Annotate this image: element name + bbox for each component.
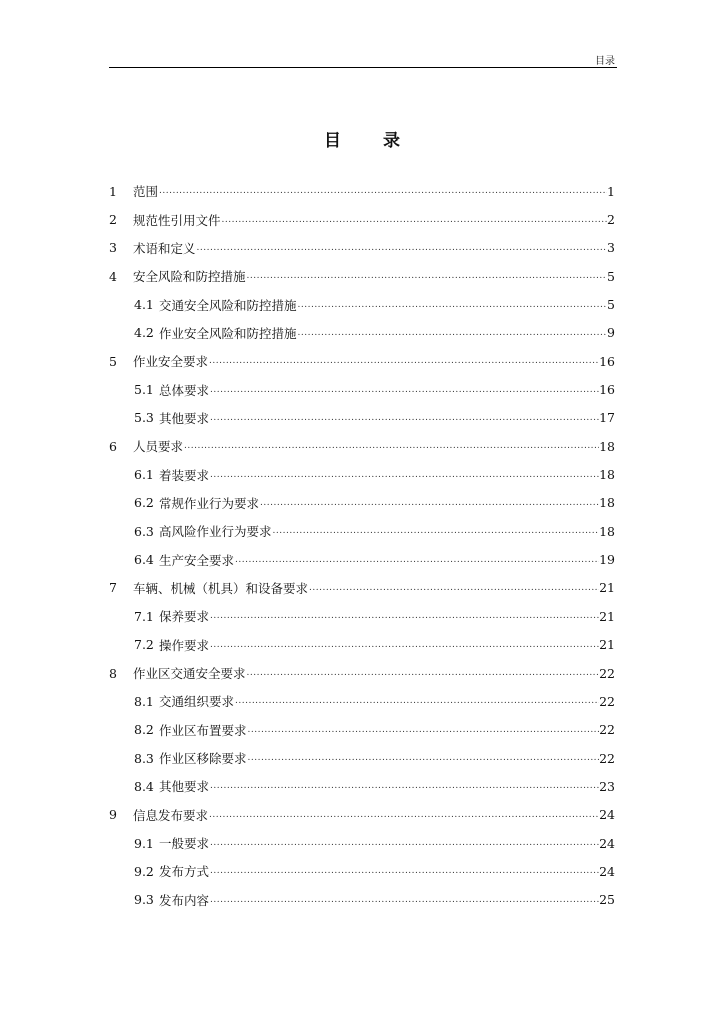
toc-entry[interactable] [109,631,615,659]
toc-leader-dots [196,243,608,253]
toc-entry-label: 总体要求 [159,382,210,398]
toc-entry[interactable] [109,234,615,262]
toc-entry-label: 交通安全风险和防控措施 [159,297,297,313]
toc-entry[interactable] [109,375,615,403]
toc-leader-dots [221,215,608,225]
toc-entry-number: 4 [109,268,117,284]
toc-entry-label: 车辆、机械（机具）和设备要求 [133,580,309,596]
toc-entry-page: 21 [599,637,615,653]
toc-entry-page: 21 [599,608,615,624]
toc-leader-dots [247,725,600,735]
toc-entry-number: 5 [109,353,117,369]
toc-entry-page: 1 [607,183,615,199]
toc-entry-label: 操作要求 [159,637,210,653]
toc-entry[interactable] [109,432,615,460]
toc-entry[interactable] [109,857,615,885]
toc-entry-page: 21 [599,580,615,596]
toc-entry-label: 人员要求 [133,439,184,455]
toc-leader-dots [297,328,608,338]
toc-entry-number: 5.1 [134,382,154,398]
toc-entry[interactable] [109,687,615,715]
toc-entry-label: 作业安全风险和防控措施 [159,325,297,341]
toc-entry-label: 交通组织要求 [159,694,235,710]
toc-entry-page: 22 [599,750,615,766]
toc-entry-page: 17 [599,410,615,426]
toc-entry-label: 安全风险和防控措施 [133,269,246,285]
toc-entry-page: 24 [599,863,615,879]
toc-leader-dots [209,413,599,423]
toc-entry-label: 着装要求 [159,467,210,483]
toc-leader-dots [209,781,599,791]
toc-entry-label: 常规作业行为要求 [159,495,260,511]
toc-entry[interactable] [109,545,615,573]
toc-entry[interactable] [109,177,615,205]
toc-entry-label: 作业区布置要求 [159,722,247,738]
toc-entry[interactable] [109,574,615,602]
toc-entry-label: 作业区交通安全要求 [133,666,246,682]
toc-entry-number: 9.2 [134,863,154,879]
toc-leader-dots [308,583,599,593]
toc-entry-number: 8.2 [134,722,154,738]
toc-entry-number: 8.1 [134,693,154,709]
toc-leader-dots [158,186,607,196]
toc-entry[interactable] [109,517,615,545]
toc-entry-number: 7.1 [134,608,154,624]
toc-entry-page: 18 [599,438,615,454]
toc-entry-number: 6 [109,438,117,454]
toc-leader-dots [234,555,599,565]
toc-entry-page: 22 [599,693,615,709]
header-rule [109,67,617,68]
toc-entry-label: 范围 [133,184,159,200]
toc-entry-label: 高风险作业行为要求 [159,524,272,540]
toc-entry-number: 1 [109,183,117,199]
toc-leader-dots [209,640,599,650]
toc-entry-number: 8 [109,665,117,681]
toc-entry[interactable] [109,829,615,857]
toc-entry-number: 4.1 [134,297,154,313]
toc-entry-page: 16 [599,382,615,398]
toc-leader-dots [246,668,600,678]
toc-entry-number: 9.3 [134,892,154,908]
toc-entry-number: 6.2 [134,495,154,511]
toc-entry[interactable] [109,602,615,630]
toc-entry-page: 5 [607,297,615,313]
toc-leader-dots [209,611,599,621]
toc-entry-page: 16 [599,353,615,369]
toc-leader-dots [247,753,600,763]
toc-entry-label: 术语和定义 [133,240,196,256]
toc-entry-page: 22 [599,722,615,738]
toc-leader-dots [259,498,599,508]
toc-entry-page: 3 [607,240,615,256]
toc-leader-dots [208,810,599,820]
page-title: 目 录 [324,131,418,151]
toc-entry-label: 作业安全要求 [133,354,209,370]
toc-leader-dots [209,866,599,876]
toc-entry[interactable] [109,716,615,744]
toc-entry-label: 发布方式 [159,864,210,880]
toc-entry-label: 其他要求 [159,410,210,426]
toc-entry-page: 25 [599,892,615,908]
toc-entry-page: 24 [599,807,615,823]
toc-entry-number: 2 [109,212,117,228]
toc-entry-label: 发布内容 [159,892,210,908]
toc-entry-number: 6.4 [134,552,154,568]
toc-entry-label: 一般要求 [159,836,210,852]
toc-entry-page: 18 [599,523,615,539]
toc-leader-dots [209,470,599,480]
toc-leader-dots [209,838,599,848]
toc-entry-page: 5 [607,268,615,284]
toc-entry-number: 8.3 [134,750,154,766]
toc-leader-dots [272,526,600,536]
toc-entry-label: 保养要求 [159,609,210,625]
toc-entry-number: 4.2 [134,325,154,341]
toc-entry[interactable] [109,404,615,432]
toc-entry[interactable] [109,262,615,290]
toc-entry-page: 2 [607,212,615,228]
running-header: 目录 [595,56,615,67]
toc-entry-label: 作业区移除要求 [159,751,247,767]
toc-entry-page: 22 [599,665,615,681]
toc-entry-page: 24 [599,835,615,851]
toc-entry-label: 规范性引用文件 [133,212,221,228]
toc-entry[interactable] [109,886,615,914]
toc-entry-label: 生产安全要求 [159,552,235,568]
toc-entry-number: 6.3 [134,523,154,539]
toc-entry-page: 18 [599,495,615,511]
toc-entry-page: 19 [599,552,615,568]
toc-entry-number: 8.4 [134,778,154,794]
toc-entry[interactable] [109,772,615,800]
toc-entry-number: 5.3 [134,410,154,426]
toc-entry[interactable] [109,801,615,829]
toc-entry[interactable] [109,460,615,488]
toc-entry-label: 信息发布要求 [133,807,209,823]
toc-leader-dots [183,441,599,451]
toc-leader-dots [209,385,599,395]
toc-leader-dots [234,696,599,706]
toc-entry[interactable] [109,659,615,687]
toc-entry[interactable] [109,489,615,517]
toc-entry[interactable] [109,290,615,318]
toc-entry[interactable] [109,319,615,347]
toc-leader-dots [246,271,608,281]
toc-leader-dots [209,895,599,905]
toc-entry[interactable] [109,205,615,233]
toc-entry-label: 其他要求 [159,779,210,795]
toc-entry-number: 9.1 [134,835,154,851]
toc-leader-dots [297,300,608,310]
toc-entry-page: 18 [599,467,615,483]
toc-leader-dots [208,356,599,366]
toc-entry-number: 6.1 [134,467,154,483]
toc-entry[interactable] [109,744,615,772]
toc-entry-page: 9 [607,325,615,341]
toc-entry-page: 23 [599,778,615,794]
toc-entry[interactable] [109,347,615,375]
toc-entry-number: 9 [109,807,117,823]
toc-entry-number: 7 [109,580,117,596]
toc-entry-number: 7.2 [134,637,154,653]
table-of-contents [109,177,615,914]
toc-entry-number: 3 [109,240,117,256]
